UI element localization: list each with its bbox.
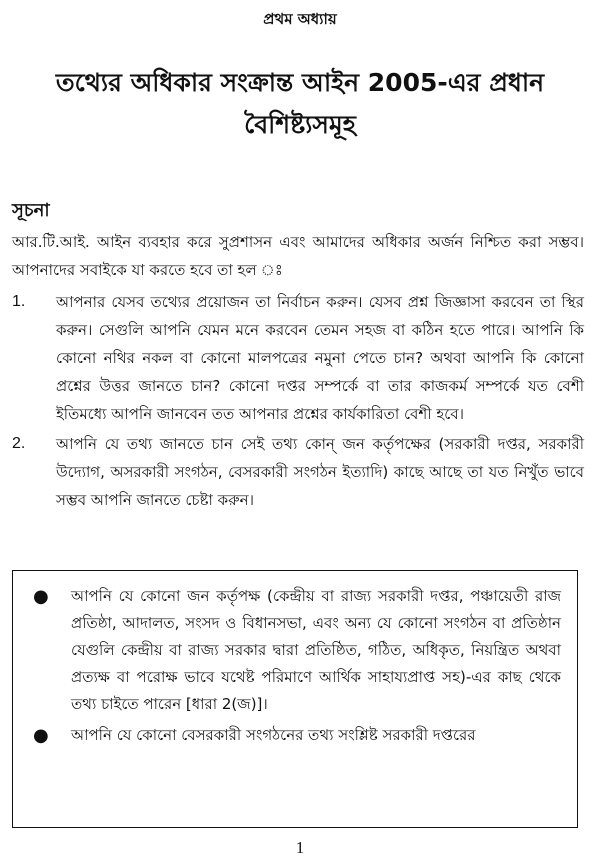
bullet-text: আপনি যে কোনো বেসরকারী সংগঠনের তথ্য সংশ্লিষ্ট সরকারী দপ্তরের — [71, 726, 476, 744]
title-line-1: তথ্যের অধিকার সংক্রান্ত আইন 2005-এর প্রধান — [55, 68, 545, 97]
list-item-text: আপনি যে তথ্য জানতে চান সেই তথ্য কোন্ জন কর্তৃপক্ষের (সরকারী দপ্তর, সরকারী উদ্যোগ, অসরকারী সংগঠন, বেসরকারী সংগঠন ইত্যাদি) কাছে আছে তা যত নিখুঁত ভাবে সম্ভব আপনি জানতে চেষ্টা করুন। — [56, 435, 584, 509]
list-item-number: 2. — [12, 435, 26, 452]
list-item — [12, 288, 584, 428]
numbered-list — [12, 288, 584, 516]
title-line-2: বৈশিষ্ট্যসমূহ — [244, 110, 356, 139]
bullet-icon: ● — [33, 725, 49, 746]
section-heading: সূচনা — [12, 200, 50, 221]
list-item-number: 1. — [12, 293, 26, 310]
intro-paragraph: আর.টি.আই. আইন ব্যবহার করে সুপ্রশাসন এবং আমাদের অধিকার অর্জন নিশ্চিত করা সম্ভব। আপনাদের সবাইকে যা করতে হবে তা হল ঃ — [12, 233, 584, 279]
bullet-item — [33, 722, 561, 749]
chapter-label: প্রথম অধ্যায় — [263, 10, 337, 28]
info-box — [12, 570, 578, 828]
bullet-icon: ● — [33, 586, 49, 607]
page-title — [30, 62, 570, 146]
bullet-text: আপনি যে কোনো জন কর্তৃপক্ষ (কেন্দ্রীয় বা রাজ্য সরকারী দপ্তর, পঞ্চায়েতী রাজ প্রতিষ্ঠা, আদালত, সংসদ ও বিধানসভা, এবং অন্য যে কোনো সংগঠন বা প্রতিষ্ঠান যেগুলি কেন্দ্রীয় বা রাজ্য সরকার দ্বারা প্রতিষ্ঠিত, গঠিত, অধিকৃত, নিয়ন্ত্রিত অথবা প্রত্যক্ষ বা পরোক্ষ ভাবে যথেষ্ট পরিমাণে আর্থিক সাহায্যপ্রাপ্ত সহ)-এর কাছ থেকে তথ্য চাইতে পারেন [ধারা 2(জ)]। — [71, 587, 561, 713]
list-item — [12, 430, 584, 514]
bullet-item — [33, 583, 561, 718]
list-item-text: আপনার যেসব তথ্যের প্রয়োজন তা নির্বাচন করুন। যেসব প্রশ্ন জিজ্ঞাসা করবেন তা স্থির করুন। সেগুলি আপনি যেমন মনে করবেন তেমন সহজ বা কঠিন হতে পারে। আপনি কি কোনো নথির নকল বা কোনো মালপত্রের নমুনা পেতে চান? অথবা আপনি কি কোনো প্রশ্নের উত্তর জানতে চান? কোনো দপ্তর সম্পর্কে বা তার কাজকর্ম সম্পর্কে যত বেশী ইতিমধ্যে আপনি জানবেন তত আপনার প্রশ্নের কার্যকারিতা বেশী হবে। — [56, 293, 584, 423]
page-number: 1 — [295, 838, 305, 857]
